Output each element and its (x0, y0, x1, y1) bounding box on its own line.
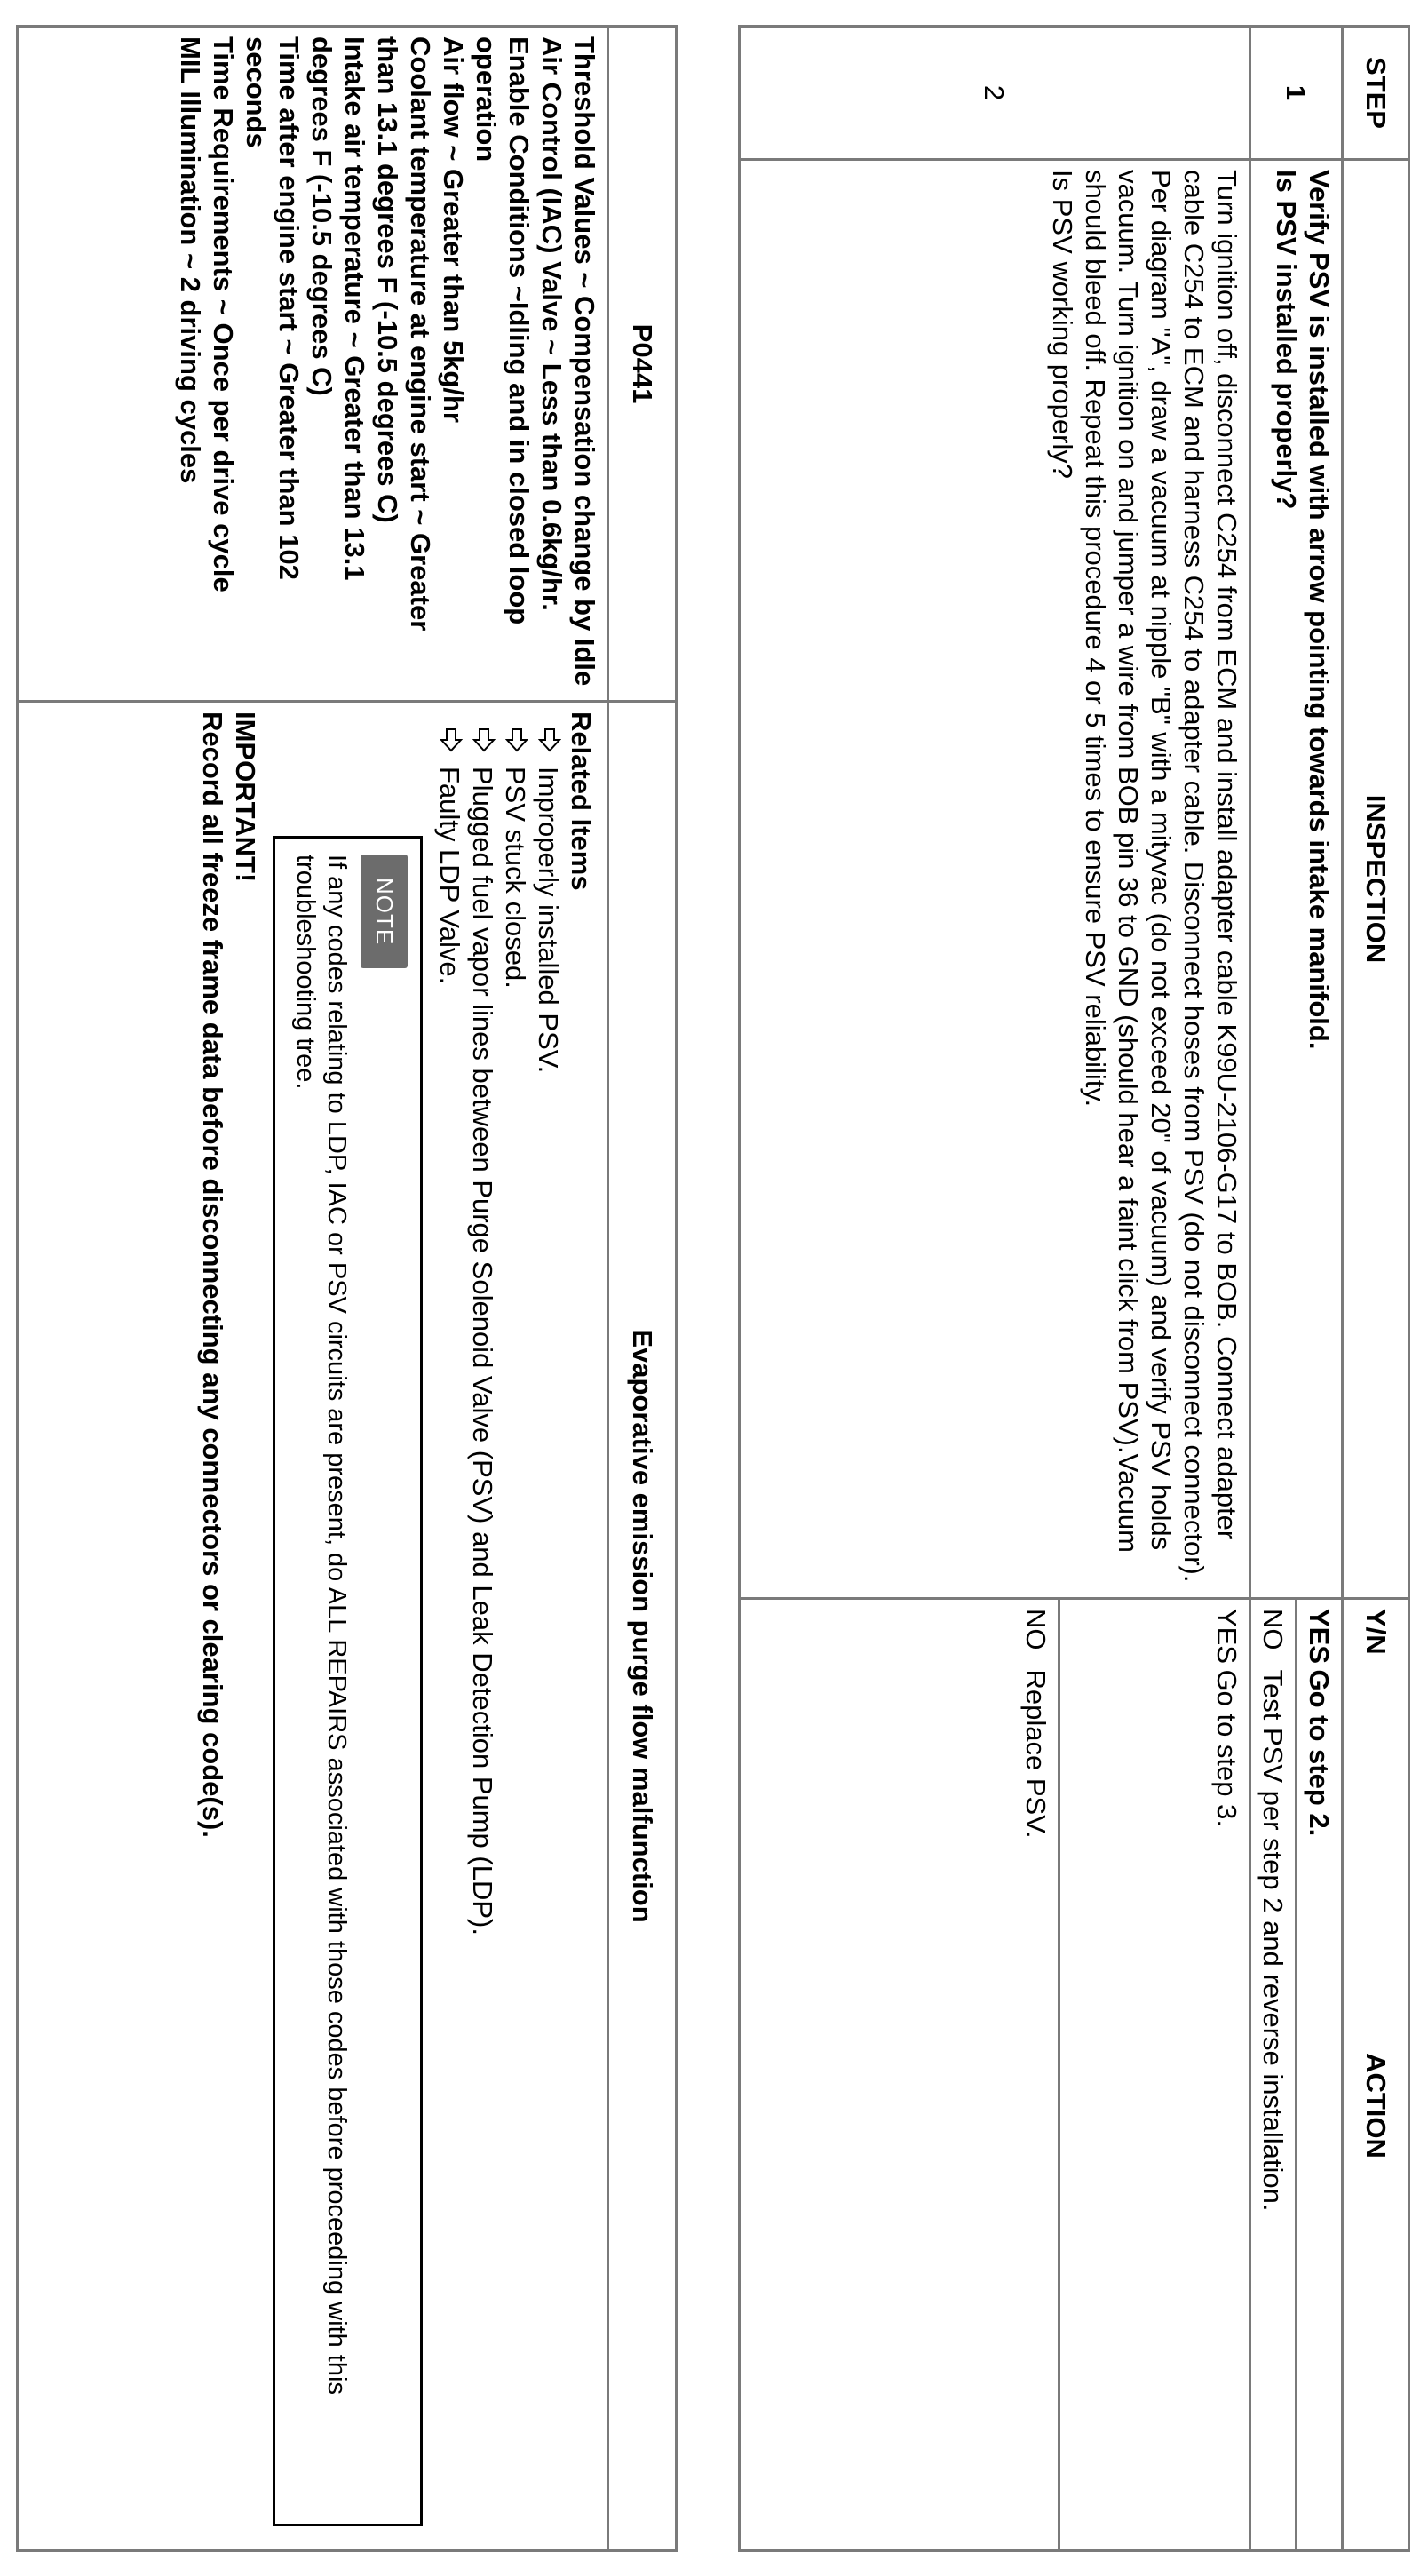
related-item-text: Faulty LDP Valve. (434, 767, 465, 985)
threshold-line: Threshold Values ~ Compensation change by Idle Air Control (IAC) Valve ~ Less than 0.6kg/hr. (536, 36, 600, 687)
step-row (1297, 27, 1343, 2551)
threshold-line: Intake air temperature ~ Greater than 13.1 degrees F (-10.5 degrees C) (306, 36, 370, 581)
related-item (499, 727, 532, 2540)
inspection-text: Turn ignition off, disconnect C254 from ECM and install adapter cable K99U-2106-G17 to BOB. Connect adapter cable C254 to ECM and harness C254 to adapter cable. Disconnect hoses from PSV (do not disconnect connector). Per diagram "A", draw a vacuum at nipple "B" with a mityvac (do not exceed 20" of vacuum) and verify PSV holds vacuum. Turn ignition on and jumper a wire from BOB pin 36 to GND (should hear a faint click from PSV).Vacuum should bleed off. Repeat this procedure 4 or 5 times to ensure PSV reliability. (1080, 170, 1242, 1583)
inspection-column-header: INSPECTION (1343, 160, 1409, 1599)
code-info-table (16, 25, 678, 2552)
yes-label: YES (1297, 1599, 1343, 1661)
note-badge: NOTE (361, 855, 408, 968)
no-action: Replace PSV. (740, 1661, 1059, 2551)
no-action: Test PSV per step 2 and reverse installation. (1250, 1661, 1297, 2551)
related-item-text: Improperly installed PSV. (533, 767, 564, 1074)
code-title-heading: Evaporative emission purge flow malfunction (608, 702, 677, 2551)
related-item-text: PSV stuck closed. (500, 767, 531, 989)
related-item (532, 727, 565, 2540)
step-inspection (740, 160, 1250, 1599)
threshold-values-cell (18, 27, 608, 702)
related-item-text: Plugged fuel vapor lines between Purge Solenoid Valve (PSV) and Leak Detection Pump (LDP). (467, 767, 498, 1936)
threshold-line: Coolant temperature at engine start ~ Greater than 13.1 degrees F (-10.5 degrees C) (372, 36, 436, 632)
related-item (433, 727, 466, 2540)
note-box (273, 836, 423, 2526)
step-number: 1 (1250, 27, 1343, 160)
inspection-text: Verify PSV is installed with arrow pointing towards intake manifold. (1304, 170, 1335, 1050)
step-row (1059, 27, 1250, 2551)
threshold-line: Enable Conditions ~Idling and in closed loop operation (471, 36, 535, 625)
hollow-arrow-icon (505, 727, 532, 767)
step-inspection (1250, 160, 1343, 1599)
hollow-arrow-icon (472, 727, 499, 767)
threshold-line: MIL Illumination ~ 2 driving cycles (175, 36, 206, 484)
yes-label: YES (1059, 1599, 1250, 1661)
no-label: NO (1250, 1599, 1297, 1661)
important-text: Record all freeze frame data before disconnecting any connectors or clearing code(s). (197, 712, 228, 1838)
threshold-line: Air flow ~ Greater than 5kg/hr (438, 36, 469, 423)
hollow-arrow-icon (538, 727, 565, 767)
troubleshooting-steps-table (738, 25, 1410, 2552)
important-title: IMPORTANT! (230, 712, 261, 883)
action-column-header: ACTION (1361, 2053, 1392, 2159)
no-label: NO (740, 1599, 1059, 1661)
yn-action-header (1343, 1599, 1409, 2551)
inspection-question: Is PSV working properly? (1047, 170, 1078, 480)
related-item (466, 727, 499, 2540)
step-column-header: STEP (1343, 27, 1409, 160)
code-heading: P0441 (608, 27, 677, 702)
hollow-arrow-icon (440, 727, 466, 767)
inspection-question: Is PSV installed properly? (1271, 170, 1302, 510)
related-items-cell (18, 702, 608, 2551)
note-text: If any codes relating to LDP, IAC or PSV circuits are present, do ALL REPAIRS associated with those codes before proceeding with this troubleshooting tree. (291, 855, 351, 2395)
yes-action: Go to step 3. (1059, 1661, 1250, 2551)
threshold-line: Time Requirements ~ Once per drive cycle (208, 36, 239, 592)
yn-column-header: Y/N (1361, 1609, 1392, 1655)
threshold-line: Time after engine start ~ Greater than 102 seconds (241, 36, 305, 580)
yes-action: Go to step 2. (1297, 1661, 1343, 2551)
related-items-title: Related Items (566, 712, 597, 891)
step-number: 2 (740, 27, 1250, 160)
